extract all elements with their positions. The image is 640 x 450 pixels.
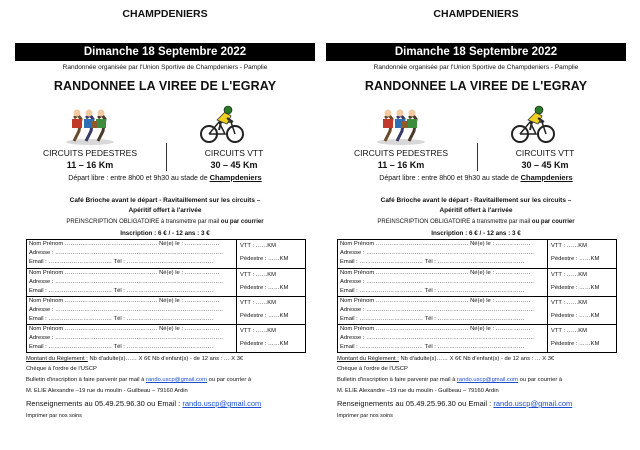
- info-text: Renseignements au 05.49.25.96.30 ou Email :: [337, 399, 494, 408]
- form-row: [338, 268, 616, 296]
- payment-line: [337, 356, 627, 362]
- organizer-line: Randonnée organisée par l'Union Sportive de Champdeniers - Pamplie: [62, 64, 268, 71]
- cheque-line: Chèque à l'ordre de l'USCP: [337, 366, 408, 372]
- address-field[interactable]: Adresse : ……………………………………………………………………………: [340, 250, 535, 256]
- payment-label: Montant du Règlement :: [337, 356, 399, 362]
- departure-text: Départ libre : entre 8h00 et 9h30 au stade de: [68, 175, 208, 182]
- email-phone-field[interactable]: Email : …………………………… Tél : ………………………………………: [29, 288, 214, 294]
- preinscription-courrier: ou par courrier: [531, 219, 575, 225]
- vtt-distance: 30 – 45 Km: [210, 160, 258, 170]
- cheque-line: Chèque à l'ordre de l'USCP: [26, 366, 97, 372]
- name-birth-field[interactable]: Nom Prénom ………………………………………… Né(e) le : ………………: [29, 326, 220, 332]
- email-phone-field[interactable]: Email : …………………………… Tél : ………………………………………: [340, 259, 525, 265]
- flyer-left: [12, 0, 318, 450]
- name-birth-field[interactable]: Nom Prénom ………………………………………… Né(e) le : ………………: [340, 241, 531, 247]
- form-row: [338, 296, 616, 324]
- bulletin-line: [337, 377, 627, 383]
- pedestrian-km-field[interactable]: Pédestre : ……KM: [240, 256, 289, 262]
- address-field[interactable]: Adresse : ……………………………………………………………………………: [340, 335, 535, 341]
- inscription-fees: Inscription : 6 € / - 12 ans : 3 €: [120, 230, 210, 237]
- pedestrian-circuits-title: CIRCUITS PEDESTRES: [354, 148, 448, 158]
- pedestrian-km-field[interactable]: Pédestre : ……KM: [551, 341, 600, 347]
- registration-form: [337, 239, 617, 353]
- bulletin-text: Bulletin d'inscription à faire parvenir par mail à: [337, 377, 457, 383]
- pedestrian-circuits-title: CIRCUITS PEDESTRES: [43, 148, 137, 158]
- pedestrian-km-field[interactable]: Pédestre : ……KM: [240, 341, 289, 347]
- inscription-fees: Inscription : 6 € / - 12 ans : 3 €: [431, 230, 521, 237]
- preinscription-text: PREINSCRIPTION OBLIGATOIRE à transmettre par mail: [377, 219, 531, 225]
- info-text: Renseignements au 05.49.25.96.30 ou Email :: [26, 399, 183, 408]
- email-phone-field[interactable]: Email : …………………………… Tél : ………………………………………: [340, 288, 525, 294]
- email-phone-field[interactable]: Email : …………………………… Tél : ………………………………………: [340, 344, 525, 350]
- mountain-biker-illustration-icon: [200, 102, 244, 144]
- bulletin-email-link[interactable]: rando.uscp@gmail.com: [146, 377, 207, 383]
- bulletin-text-2: ou par courrier à: [206, 377, 252, 383]
- hikers-illustration-icon: [375, 104, 427, 146]
- form-row: [27, 240, 305, 268]
- catering-line-1: Café Brioche avant le départ - Ravitaillement sur les circuits –: [380, 197, 572, 204]
- event-date-banner: Dimanche 18 Septembre 2022: [15, 43, 315, 61]
- departure-info: [12, 173, 318, 182]
- flyer-city: CHAMPDENIERS: [122, 8, 208, 20]
- address-field[interactable]: Adresse : ……………………………………………………………………………: [29, 307, 224, 313]
- vtt-distance: 30 – 45 Km: [521, 160, 569, 170]
- pedestrian-km-field[interactable]: Pédestre : ……KM: [240, 313, 289, 319]
- circuit-divider: [477, 143, 478, 171]
- payment-detail: Nb d'adulte(s)…… X 6€ Nb d'enfant(s) - de 12 ans : … X 3€: [398, 356, 555, 362]
- flyer-city: CHAMPDENIERS: [433, 8, 519, 20]
- info-line: [337, 399, 627, 408]
- departure-info: [323, 173, 629, 182]
- name-birth-field[interactable]: Nom Prénom ………………………………………… Né(e) le : ………………: [29, 270, 220, 276]
- bulletin-text-2: ou par courrier à: [517, 377, 563, 383]
- mountain-biker-illustration-icon: [511, 102, 555, 144]
- form-row: [27, 324, 305, 352]
- flyer-right: [323, 0, 629, 450]
- address-field[interactable]: Adresse : ……………………………………………………………………………: [29, 335, 224, 341]
- info-email-link[interactable]: rando.uscp@gmail.com: [182, 399, 262, 408]
- catering-line-1: Café Brioche avant le départ - Ravitaillement sur les circuits –: [69, 197, 261, 204]
- bulletin-text: Bulletin d'inscription à faire parvenir par mail à: [26, 377, 146, 383]
- postal-address: M. ELIE Alexandre –19 rue du moulin - Guilbeau – 79160 Ardin: [26, 388, 188, 394]
- registration-form: [26, 239, 306, 353]
- info-email-link[interactable]: rando.uscp@gmail.com: [493, 399, 573, 408]
- name-birth-field[interactable]: Nom Prénom ………………………………………… Né(e) le : ………………: [340, 326, 531, 332]
- pedestrian-km-field[interactable]: Pédestre : ……KM: [551, 256, 600, 262]
- payment-detail: Nb d'adulte(s)…… X 6€ Nb d'enfant(s) - de 12 ans : … X 3€: [87, 356, 244, 362]
- catering-info: [12, 196, 318, 216]
- vtt-km-field[interactable]: VTT : ……KM: [240, 328, 276, 334]
- preinscription-text: PREINSCRIPTION OBLIGATOIRE à transmettre par mail: [66, 219, 220, 225]
- vtt-km-field[interactable]: VTT : ……KM: [240, 243, 276, 249]
- email-phone-field[interactable]: Email : …………………………… Tél : ………………………………………: [29, 316, 214, 322]
- name-birth-field[interactable]: Nom Prénom ………………………………………… Né(e) le : ………………: [340, 270, 531, 276]
- departure-text: Départ libre : entre 8h00 et 9h30 au stade de: [379, 175, 519, 182]
- preinscription-note: [323, 219, 629, 225]
- printer-note: Imprimer par nos soins: [26, 413, 82, 419]
- event-date-banner: Dimanche 18 Septembre 2022: [326, 43, 626, 61]
- vtt-km-field[interactable]: VTT : ……KM: [551, 328, 587, 334]
- address-field[interactable]: Adresse : ……………………………………………………………………………: [340, 279, 535, 285]
- form-row: [27, 296, 305, 324]
- payment-line: [26, 356, 316, 362]
- address-field[interactable]: Adresse : ……………………………………………………………………………: [340, 307, 535, 313]
- organizer-line: Randonnée organisée par l'Union Sportive de Champdeniers - Pamplie: [373, 64, 579, 71]
- email-phone-field[interactable]: Email : …………………………… Tél : ………………………………………: [29, 259, 214, 265]
- email-phone-field[interactable]: Email : …………………………… Tél : ………………………………………: [340, 316, 525, 322]
- name-birth-field[interactable]: Nom Prénom ………………………………………… Né(e) le : ………………: [29, 298, 220, 304]
- pedestrian-km-field[interactable]: Pédestre : ……KM: [551, 285, 600, 291]
- vtt-km-field[interactable]: VTT : ……KM: [240, 300, 276, 306]
- vtt-km-field[interactable]: VTT : ……KM: [240, 272, 276, 278]
- payment-label: Montant du Règlement :: [26, 356, 88, 362]
- hikers-illustration-icon: [64, 104, 116, 146]
- departure-place: Champdeniers: [520, 173, 573, 182]
- preinscription-note: [12, 219, 318, 225]
- vtt-circuits-title: CIRCUITS VTT: [204, 148, 264, 158]
- form-row: [338, 240, 616, 268]
- preinscription-courrier: ou par courrier: [220, 219, 264, 225]
- printer-note: Imprimer par nos soins: [337, 413, 393, 419]
- info-line: [26, 399, 316, 408]
- pedestrian-distance: 11 – 16 Km: [66, 160, 114, 170]
- vtt-km-field[interactable]: VTT : ……KM: [551, 272, 587, 278]
- event-title: RANDONNEE LA VIREE DE L'EGRAY: [364, 79, 588, 93]
- form-row: [27, 268, 305, 296]
- bulletin-line: [26, 377, 316, 383]
- vtt-circuits-title: CIRCUITS VTT: [515, 148, 575, 158]
- bulletin-email-link[interactable]: rando.uscp@gmail.com: [457, 377, 518, 383]
- catering-info: [323, 196, 629, 216]
- vtt-km-field[interactable]: VTT : ……KM: [551, 243, 587, 249]
- departure-place: Champdeniers: [209, 173, 262, 182]
- event-title: RANDONNEE LA VIREE DE L'EGRAY: [53, 79, 277, 93]
- pedestrian-km-field[interactable]: Pédestre : ……KM: [240, 285, 289, 291]
- address-field[interactable]: Adresse : ……………………………………………………………………………: [29, 279, 224, 285]
- name-birth-field[interactable]: Nom Prénom ………………………………………… Né(e) le : ………………: [29, 241, 220, 247]
- pedestrian-km-field[interactable]: Pédestre : ……KM: [551, 313, 600, 319]
- email-phone-field[interactable]: Email : …………………………… Tél : ………………………………………: [29, 344, 214, 350]
- catering-line-2: Apéritif offert à l'arrivée: [439, 207, 513, 214]
- name-birth-field[interactable]: Nom Prénom ………………………………………… Né(e) le : ………………: [340, 298, 531, 304]
- address-field[interactable]: Adresse : ……………………………………………………………………………: [29, 250, 224, 256]
- circuit-divider: [166, 143, 167, 171]
- postal-address: M. ELIE Alexandre –19 rue du moulin - Guilbeau – 79160 Ardin: [337, 388, 499, 394]
- vtt-km-field[interactable]: VTT : ……KM: [551, 300, 587, 306]
- form-row: [338, 324, 616, 352]
- catering-line-2: Apéritif offert à l'arrivée: [128, 207, 202, 214]
- pedestrian-distance: 11 – 16 Km: [377, 160, 425, 170]
